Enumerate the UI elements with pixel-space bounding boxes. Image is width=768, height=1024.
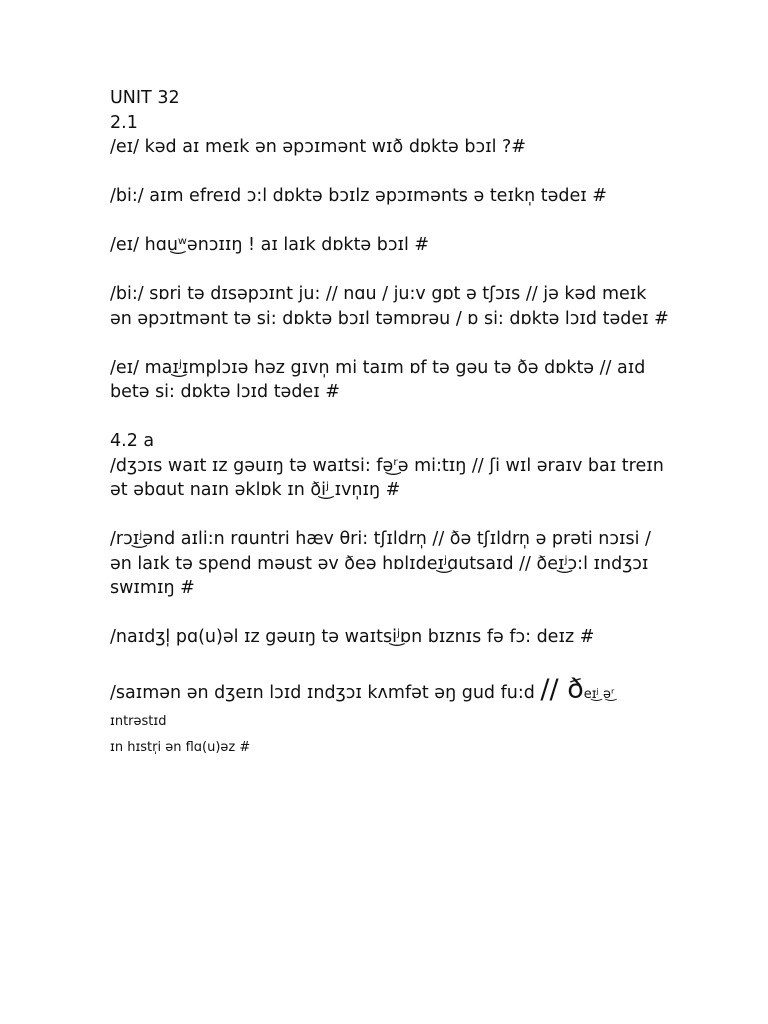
unit-heading: UNIT 32 xyxy=(110,88,180,108)
transcript-line: /naɪdʒl̩ pɑ(u)əl ɪz gəuɪŋ tə waɪtsi͜ʲɒn bɪznɪs fə fɔ: deɪz # xyxy=(110,627,595,647)
transcript-line: ət əbɑut naɪn əklɒk ɪn ði͜ʲ ɪvn̩ɪŋ # xyxy=(110,480,401,500)
transcript-line: /eɪ/ hɑu͜ʷənɔɪɪŋ ! aɪ laɪk dɒktə bɔɪl # xyxy=(110,235,430,255)
final-line-tail: eɪ͜ʲ ə͜ʳ ɪntrəstɪd xyxy=(110,687,615,729)
transcript-line: swɪmɪŋ # xyxy=(110,578,195,598)
transcript-line: /rɔɪ͜ʲənd aɪli:n rɑuntri hæv θri: tʃɪldrn̩ // ðə tʃɪldrn̩ ə prəti nɔɪsi / xyxy=(110,529,651,549)
final-line-large-glyphs: // ð xyxy=(540,674,584,705)
final-line-lead: /saɪmən ən dʒeɪn lɔɪd ɪndʒɔɪ kʌmfət əŋ gud fu:d xyxy=(110,683,541,703)
final-line-continuation: ɪn hɪstr̩i ən flɑ(u)əz # xyxy=(110,740,251,755)
transcript-page xyxy=(110,86,670,761)
transcript-line: ən laɪk tə spend məust əv ðeə hɒlɪdeɪ͜ʲɑutsaɪd // ðeɪ͜ʲɔ:l ɪndʒɔɪ xyxy=(110,553,649,574)
transcript-line: /eɪ/ kəd aɪ meɪk ən əpɔɪmənt wɪð dɒktə bɔɪl ?# xyxy=(110,137,526,157)
final-transcript-paragraph xyxy=(110,674,670,761)
section-label: 4.2 a xyxy=(110,431,155,451)
transcript-line: /eɪ/ maɪ͜ʲɪmplɔɪə həz gɪvn̩ mi taɪm ɒf tə gəu tə ðə dɒktə // aɪd xyxy=(110,357,646,378)
transcript-line: betə si: dɒktə lɔɪd tədeɪ # xyxy=(110,382,340,402)
section-label: 2.1 xyxy=(110,112,138,133)
transcript-line: /bi:/ aɪm efreɪd ɔ:l dɒktə bɔɪlz əpɔɪmənts ə teɪkn̩ tədeɪ # xyxy=(110,186,607,206)
transcript-line: /bi:/ sɒri tə dɪsəpɔɪnt ju: // nɑu / ju:v gɒt ə tʃɔɪs // jə kəd meɪk xyxy=(110,284,647,304)
transcript-line: ən əpɔɪtmənt tə si: dɒktə bɔɪl təmɒrəu / ɒ si: dɒktə lɔɪd tədeɪ # xyxy=(110,308,669,329)
transcript-line: /dʒɔɪs waɪt ɪz gəuɪŋ tə waɪtsi: fə͜ʳə mi:tɪŋ // ʃi wɪl əraɪv baɪ treɪn xyxy=(110,455,664,476)
